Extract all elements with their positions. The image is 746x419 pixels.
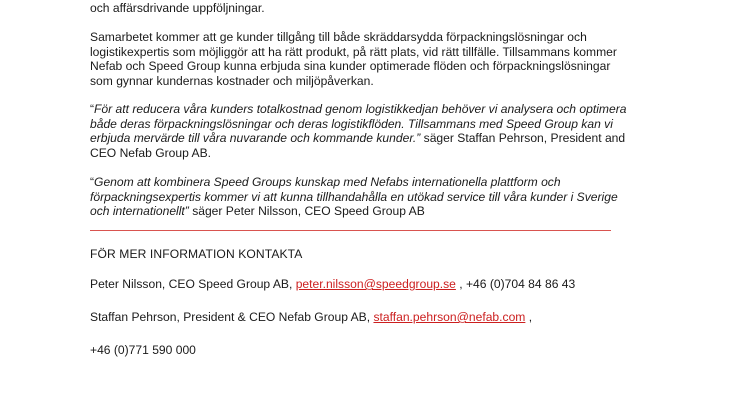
quote-text: och internationellt” [90, 204, 189, 218]
paragraph-line: logistikexpertis som möjliggör att ha rätt produkt, på rätt plats, vid rätt tillfälle. Tillsammans kommer [90, 44, 617, 59]
contact-name-title: Staffan Pehrson, President & CEO Nefab Group AB, [90, 310, 374, 324]
contact-heading: FÖR MER INFORMATION KONTAKTA [90, 247, 303, 261]
paragraph-line: som gynnar kundernas kostnader och miljöpåverkan. [90, 73, 374, 88]
contact-name-title: Peter Nilsson, CEO Speed Group AB, [90, 277, 296, 291]
contact-staffan-pehrson [90, 310, 532, 325]
contact-phone: , +46 (0)704 84 86 43 [455, 277, 576, 291]
quote-staffan-pehrson [90, 102, 626, 160]
quote-line [90, 131, 626, 146]
quote-text: Genom att kombinera Speed Groups kunskap med Nefabs internationella plattform och [94, 175, 561, 189]
quote-peter-nilsson [90, 175, 618, 219]
contact-peter-nilsson [90, 277, 575, 292]
paragraph-line: Nefab och Speed Group kunna erbjuda sina kunder optimerade flöden och förpackningslösningar [90, 59, 611, 73]
quote-open-mark: “ [90, 102, 95, 116]
quote-line [90, 102, 626, 117]
quote-attribution: säger Peter Nilsson, CEO Speed Group AB [188, 204, 425, 218]
paragraph-line: Samarbetet kommer att ge kunder tillgång till både skräddarsydda förpackningslösningar och [90, 30, 587, 44]
quote-text: För att reducera våra kunders totalkostnad genom logistikkedjan behöver vi analysera och optimera [94, 102, 627, 116]
section-divider [90, 230, 611, 231]
quote-line [90, 204, 618, 219]
email-link-peter-nilsson[interactable]: peter.nilsson@speedgroup.se [295, 277, 456, 291]
quote-open-mark: “ [90, 175, 95, 189]
contact-separator: , [525, 310, 533, 324]
quote-attribution-line: CEO Nefab Group AB. [90, 145, 211, 160]
quote-line [90, 117, 626, 132]
quote-text: erbjuda mervärde till våra nuvarande och kommande kunder.” [90, 131, 421, 145]
contact-phone-staffan-pehrson: +46 (0)771 590 000 [90, 343, 196, 357]
quote-line [90, 175, 618, 190]
quote-text: både deras förpackningslösningar och deras logistikflöden. Tillsammans med Speed Group kan vi [90, 116, 613, 131]
email-link-staffan-pehrson[interactable]: staffan.pehrson@nefab.com [373, 310, 526, 324]
quote-line [90, 190, 618, 205]
quote-attribution: säger Staffan Pehrson, President and [420, 131, 626, 145]
quote-text: förpackningsexpertis kommer vi att kunna tillhandahålla en utökad service till våra kunder i Sverige [90, 189, 618, 204]
collaboration-paragraph [90, 30, 617, 88]
intro-tail-text: och affärsdrivande uppföljningar. [90, 1, 265, 15]
